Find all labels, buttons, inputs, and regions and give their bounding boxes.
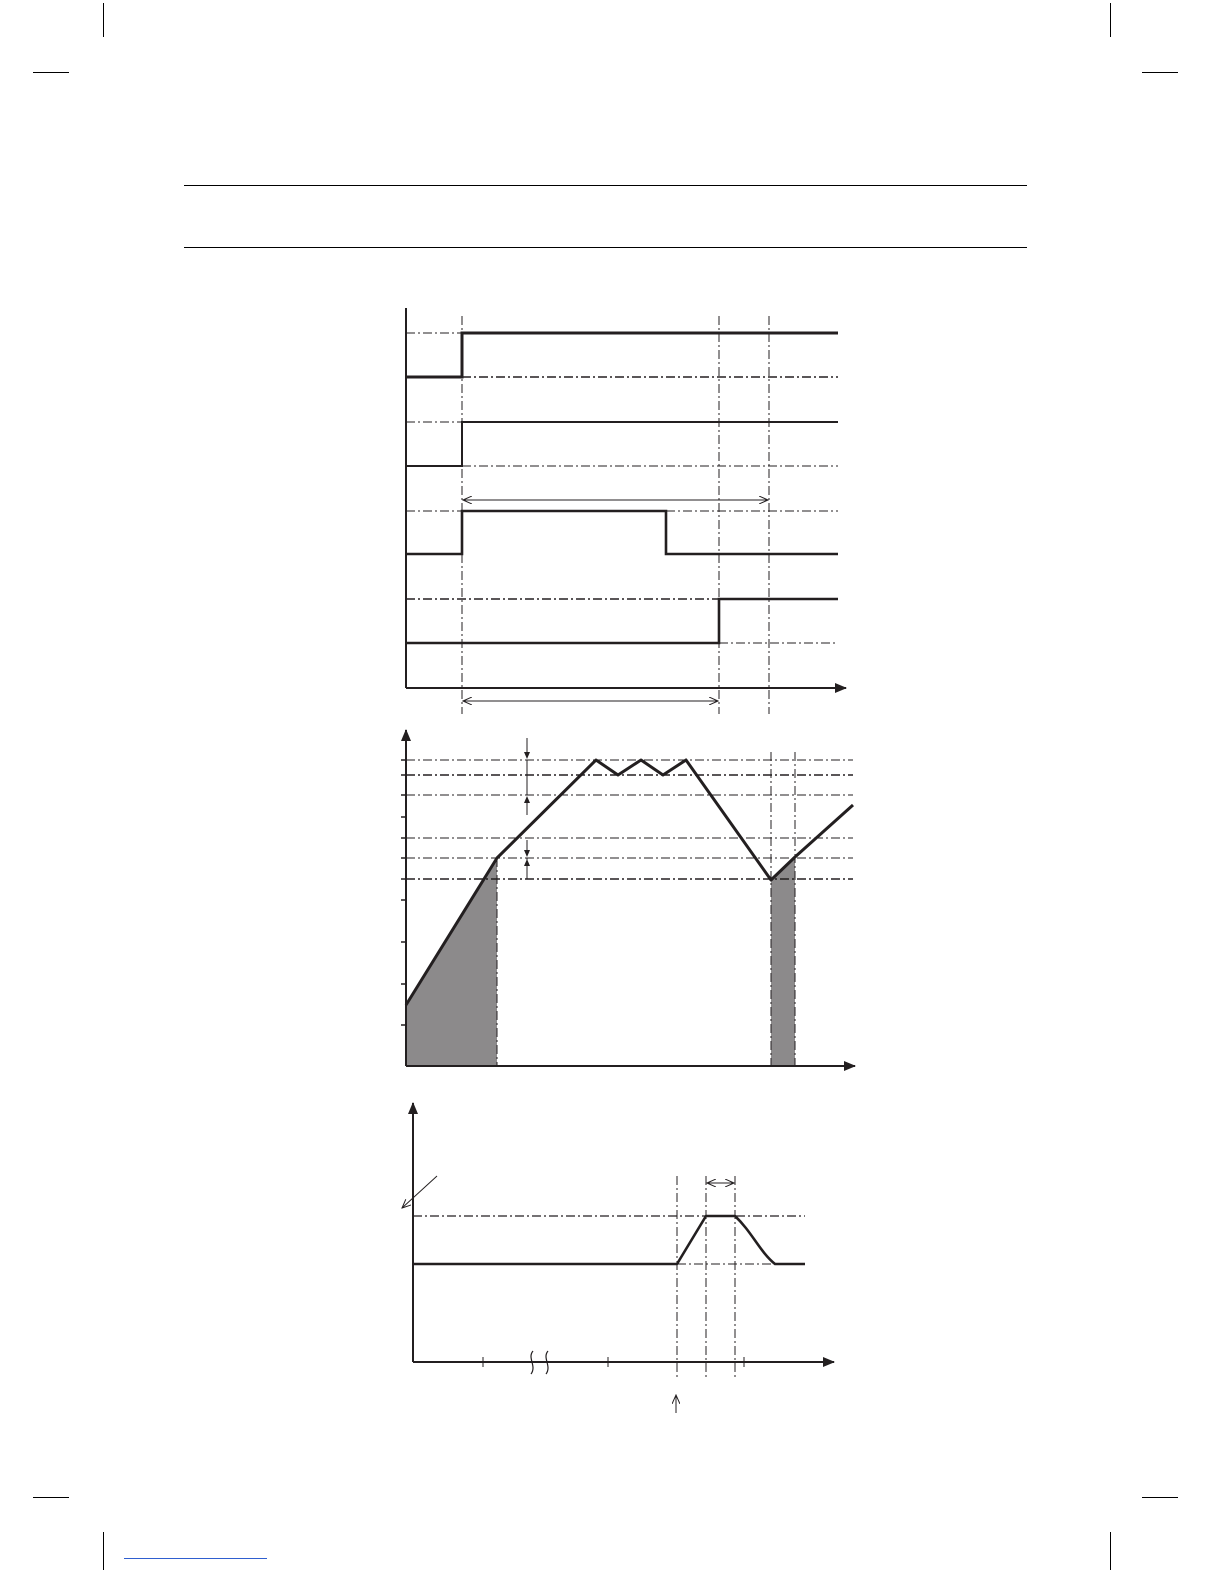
signal-4-trace <box>406 599 838 643</box>
shaded-region-right <box>771 857 795 1066</box>
signal-1-trace <box>406 333 838 377</box>
signal-3-trace <box>406 511 838 554</box>
pulse-trace <box>413 1216 805 1264</box>
diagonal-pointer-arrow <box>402 1176 437 1208</box>
timing-diagram <box>406 308 846 714</box>
signal-2-trace <box>406 422 838 466</box>
shaded-region-left <box>406 858 497 1066</box>
temperature-diagram <box>401 730 855 1066</box>
pulse-diagram <box>402 1103 834 1413</box>
